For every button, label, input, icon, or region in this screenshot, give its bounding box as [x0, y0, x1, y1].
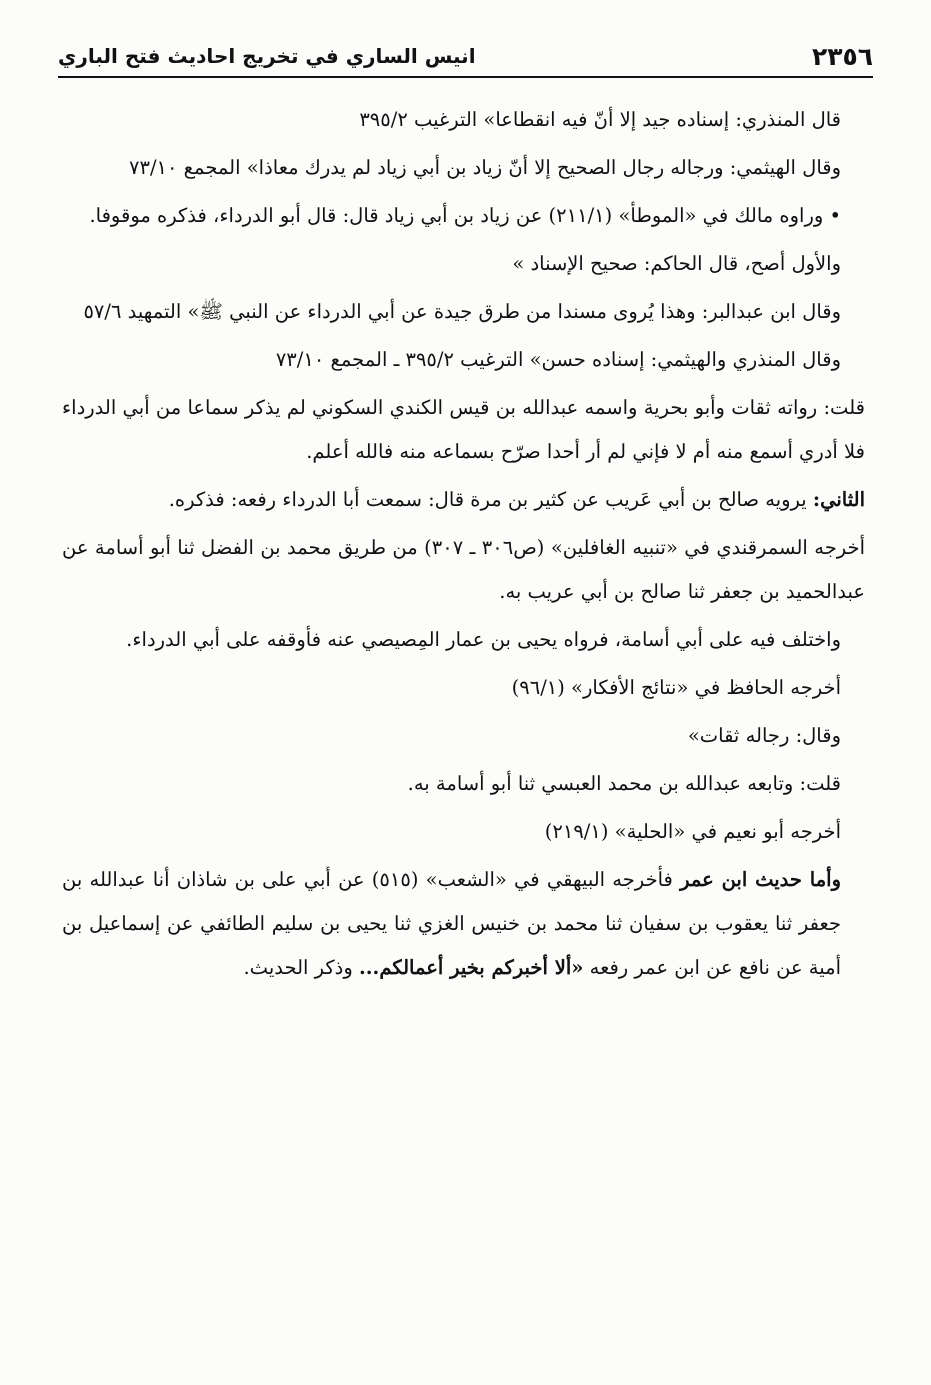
page-body	[62, 98, 865, 994]
paragraph: وقال الهيثمي: ورجاله رجال الصحيح إلا أنّ زياد بن أبي زياد لم يدرك معاذا» المجمع ٧٣/١٠	[129, 156, 841, 179]
paragraph: قال المنذري: إسناده جيد إلا أنّ فيه انقطاعا» الترغيب ٣٩٥/٢	[359, 108, 841, 131]
running-title: انيس الساري في تخريج احاديث فتح الباري	[58, 44, 476, 68]
paragraph: قلت: رواته ثقات وأبو بحرية واسمه عبدالله بن قيس الكندي السكوني لم يذكر سماعا من أبي الدرداء فلا أدري أسمع منه أم لا فإني لم أر أحدا صرّح بسماعه منه فالله أعلم.	[62, 396, 865, 463]
paragraph: قلت: وتابعه عبدالله بن محمد العبسي ثنا أبو أسامة به.	[407, 772, 841, 795]
paragraph: • وراوه مالك في «الموطأ» (٢١١/١) عن زياد بن أبي زياد قال: قال أبو الدرداء، فذكره موقوفا.	[89, 204, 841, 227]
page-number: ٢٣٥٦	[811, 41, 873, 71]
paragraph: وأما حديث ابن عمر فأخرجه البيهقي في «الشعب» (٥١٥) عن أبي على بن شاذان أنا عبدالله بن جعفر ثنا يعقوب بن سفيان ثنا محمد بن خنيس الغزي ثنا يحيى بن سليم الطائفي عن إسماعيل بن أمية عن نافع عن ابن عمر رفعه «ألا أخبركم بخير أعمالكم... وذكر الحديث.	[62, 868, 841, 979]
paragraph: وقال المنذري والهيثمي: إسناده حسن» الترغيب ٣٩٥/٢ ـ المجمع ٧٣/١٠	[275, 348, 841, 371]
page-header	[58, 36, 873, 78]
paragraph: أخرجه أبو نعيم في «الحلية» (٢١٩/١)	[544, 820, 841, 843]
paragraph: وقال: رجاله ثقات»	[687, 724, 841, 747]
paragraph: وقال ابن عبدالبر: وهذا يُروى مسندا من طرق جيدة عن أبي الدرداء عن النبي ﷺ» التمهيد ٥٧/٦	[83, 300, 841, 323]
paragraph: الثاني: يرويه صالح بن أبي عَريب عن كثير بن مرة قال: سمعت أبا الدرداء رفعه: فذكره.	[168, 488, 865, 511]
paragraph: واختلف فيه على أبي أسامة، فرواه يحيى بن عمار المِصيصي عنه فأوقفه على أبي الدرداء.	[126, 628, 841, 651]
paragraph: والأول أصح، قال الحاكم: صحيح الإسناد »	[512, 252, 841, 275]
paragraph: أخرجه السمرقندي في «تنبيه الغافلين» (ص٣٠٦ ـ ٣٠٧) من طريق محمد بن الفضل ثنا أبو أسامة عن عبدالحميد بن جعفر ثنا صالح بن أبي عريب به.	[62, 536, 865, 603]
paragraph: أخرجه الحافظ في «نتائج الأفكار» (٩٦/١)	[511, 676, 841, 699]
